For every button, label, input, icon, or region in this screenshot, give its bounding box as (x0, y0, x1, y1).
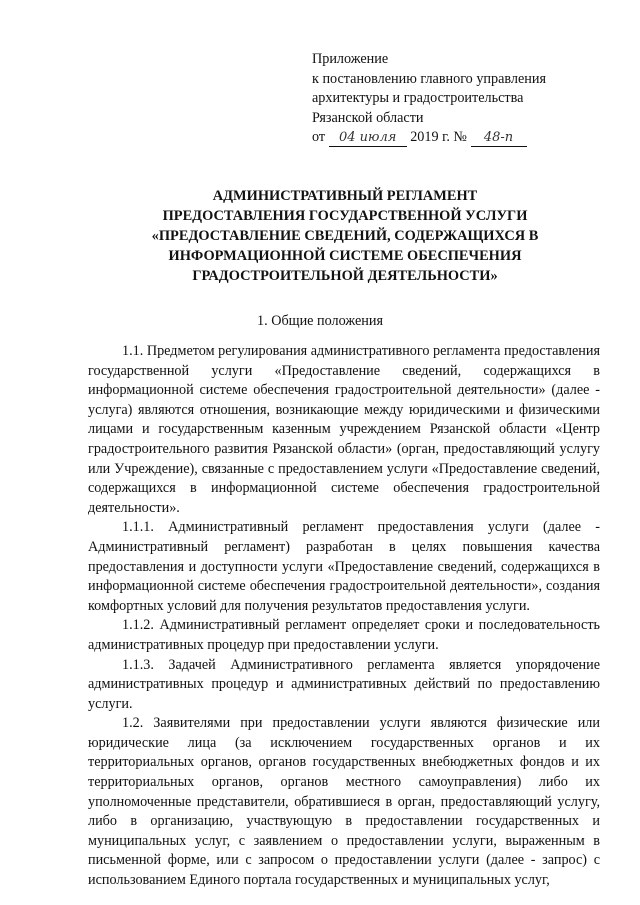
handwritten-number: 48-п (471, 130, 527, 147)
document-body (88, 342, 600, 891)
title-line: «ПРЕДОСТАВЛЕНИЕ СВЕДЕНИЙ, СОДЕРЖАЩИХСЯ В (151, 228, 539, 244)
year-text: 2019 г. № (410, 129, 467, 145)
title-line: ПРЕДОСТАВЛЕНИЯ ГОСУДАРСТВЕННОЙ УСЛУГИ (162, 208, 528, 224)
header-line: к постановлению главного управления (312, 70, 546, 87)
document-title (80, 186, 610, 286)
paragraph: 1.1.2. Административный регламент определяет сроки и последовательность административных процедур при предоставлении услуги. (88, 617, 600, 653)
header-line: архитектуры и градостроительства (312, 90, 524, 106)
header-date-line (312, 128, 546, 148)
header-line: Рязанской области (312, 109, 424, 126)
paragraph: 1.1.3. Задачей Административного регламента является упорядочение административных процедур и административных действий по предоставлению услуги. (88, 656, 600, 712)
handwritten-date: 04 июля (329, 130, 407, 147)
title-line: АДМИНИСТРАТИВНЫЙ РЕГЛАМЕНТ (212, 188, 478, 204)
paragraph: 1.2. Заявителями при предоставлении услуги являются физические или юридические лица (за исключением государственных органов и их территориальных органов, органов государственных внебюджетных фондов и их территориальных органов, органов местного самоуправления) либо их уполномоченные представители, обратившиеся в орган, предоставляющий услугу, либо в организацию, участвующую в предоставлении государственных и муниципальных услуг, с заявлением о предоставлении услуги, выраженным в письменной форме, или с запросом о предоставлении услуги (далее - запрос) с использованием Единого портала государственных и муниципальных услуг, (88, 715, 600, 889)
section-heading: 1. Общие положения (257, 313, 383, 329)
paragraph: 1.1.1. Административный регламент предоставления услуги (далее - Административный регламент) разработан в целях повышения качества предоставления и доступности услуги «Предоставление сведений, содержащихся в информационной системе обеспечения градостроительной деятельности», создания комфортных условий для получения результатов предоставления услуги. (88, 519, 600, 614)
title-line: ИНФОРМАЦИОННОЙ СИСТЕМЕ ОБЕСПЕЧЕНИЯ (168, 248, 522, 264)
approval-header (312, 50, 546, 148)
from-prefix: от (312, 129, 326, 145)
paragraph: 1.1. Предметом регулирования административного регламента предоставления государственной услуги «Предоставление сведений, содержащихся в информационной системе обеспечения градостроительной деятельности» (далее - услуга) являются отношения, возникающие между юридическими и физическими лицами и государственным казенным учреждением Рязанской области «Центр градостроительного развития Рязанской области» (орган, предоставляющий услугу или Учреждение), связанные с предоставлением услуги «Предоставление сведений, содержащихся в информационной системе обеспечения градостроительной деятельности». (88, 343, 600, 516)
title-line: ГРАДОСТРОИТЕЛЬНОЙ ДЕЯТЕЛЬНОСТИ» (192, 268, 498, 284)
header-line: Приложение (312, 51, 389, 67)
